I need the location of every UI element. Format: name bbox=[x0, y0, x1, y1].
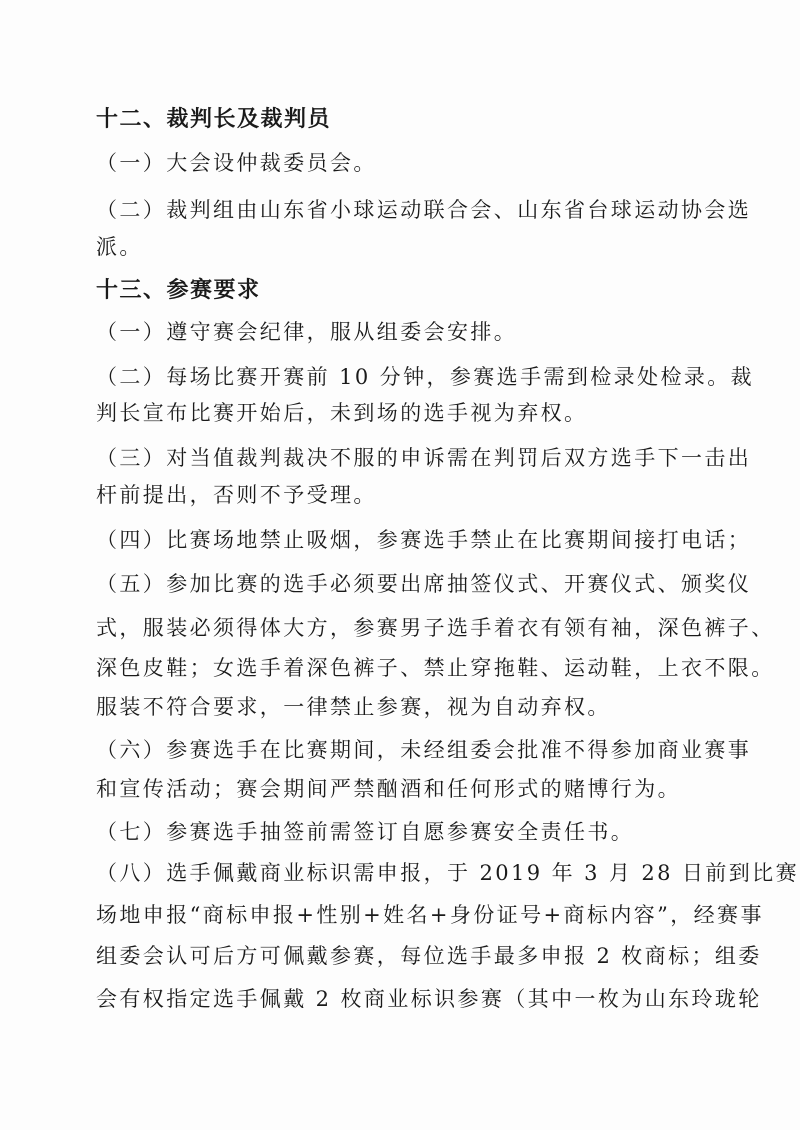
paragraph-line: （三）对当值裁判裁决不服的申诉需在判罚后双方选手下一击出 bbox=[96, 446, 752, 470]
paragraph-line: 会有权指定选手佩戴 2 枚商业标识参赛（其中一枚为山东玲珑轮 bbox=[96, 987, 762, 1011]
paragraph-line: （四）比赛场地禁止吸烟，参赛选手禁止在比赛期间接打电话； bbox=[96, 528, 752, 552]
paragraph-line: 组委会认可后方可佩戴参赛，每位选手最多申报 2 枚商标；组委 bbox=[96, 944, 762, 968]
paragraph-line: 式，服装必须得体大方，参赛男子选手着衣有领有袖，深色裤子、 bbox=[96, 616, 775, 640]
paragraph-line: （五）参加比赛的选手必须要出席抽签仪式、开赛仪式、颁奖仪 bbox=[96, 572, 752, 596]
paragraph-line: （八）选手佩戴商业标识需申报，于 2019 年 3 月 28 日前到比赛 bbox=[96, 861, 799, 885]
paragraph-line: 深色皮鞋；女选手着深色裤子、禁止穿拖鞋、运动鞋，上衣不限。 bbox=[96, 656, 775, 680]
paragraph-line: 派。 bbox=[96, 235, 143, 259]
paragraph-line: （七）参赛选手抽签前需签订自愿参赛安全责任书。 bbox=[96, 820, 635, 844]
paragraph-line: （一）大会设仲裁委员会。 bbox=[96, 151, 377, 175]
section-heading-12: 十二、裁判长及裁判员 bbox=[96, 107, 332, 132]
paragraph-line: 服装不符合要求，一律禁止参赛，视为自动弃权。 bbox=[96, 695, 611, 719]
paragraph-line: 判长宣布比赛开始后，未到场的选手视为弃权。 bbox=[96, 401, 588, 425]
paragraph-line: （一）遵守赛会纪律，服从组委会安排。 bbox=[96, 320, 518, 344]
paragraph-line: （二）每场比赛开赛前 10 分钟，参赛选手需到检录处检录。裁 bbox=[96, 365, 755, 389]
paragraph-line: 和宣传活动；赛会期间严禁酗酒和任何形式的赌博行为。 bbox=[96, 777, 681, 801]
section-heading-13: 十三、参赛要求 bbox=[96, 278, 261, 303]
paragraph-line: 杆前提出，否则不予受理。 bbox=[96, 483, 377, 507]
paragraph-line: 场地申报“商标申报+性别+姓名+身份证号+商标内容”，经赛事 bbox=[96, 903, 764, 927]
paragraph-line: （六）参赛选手在比赛期间，未经组委会批准不得参加商业赛事 bbox=[96, 738, 752, 762]
paragraph-line: （二）裁判组由山东省小球运动联合会、山东省台球运动协会选 bbox=[96, 198, 752, 222]
